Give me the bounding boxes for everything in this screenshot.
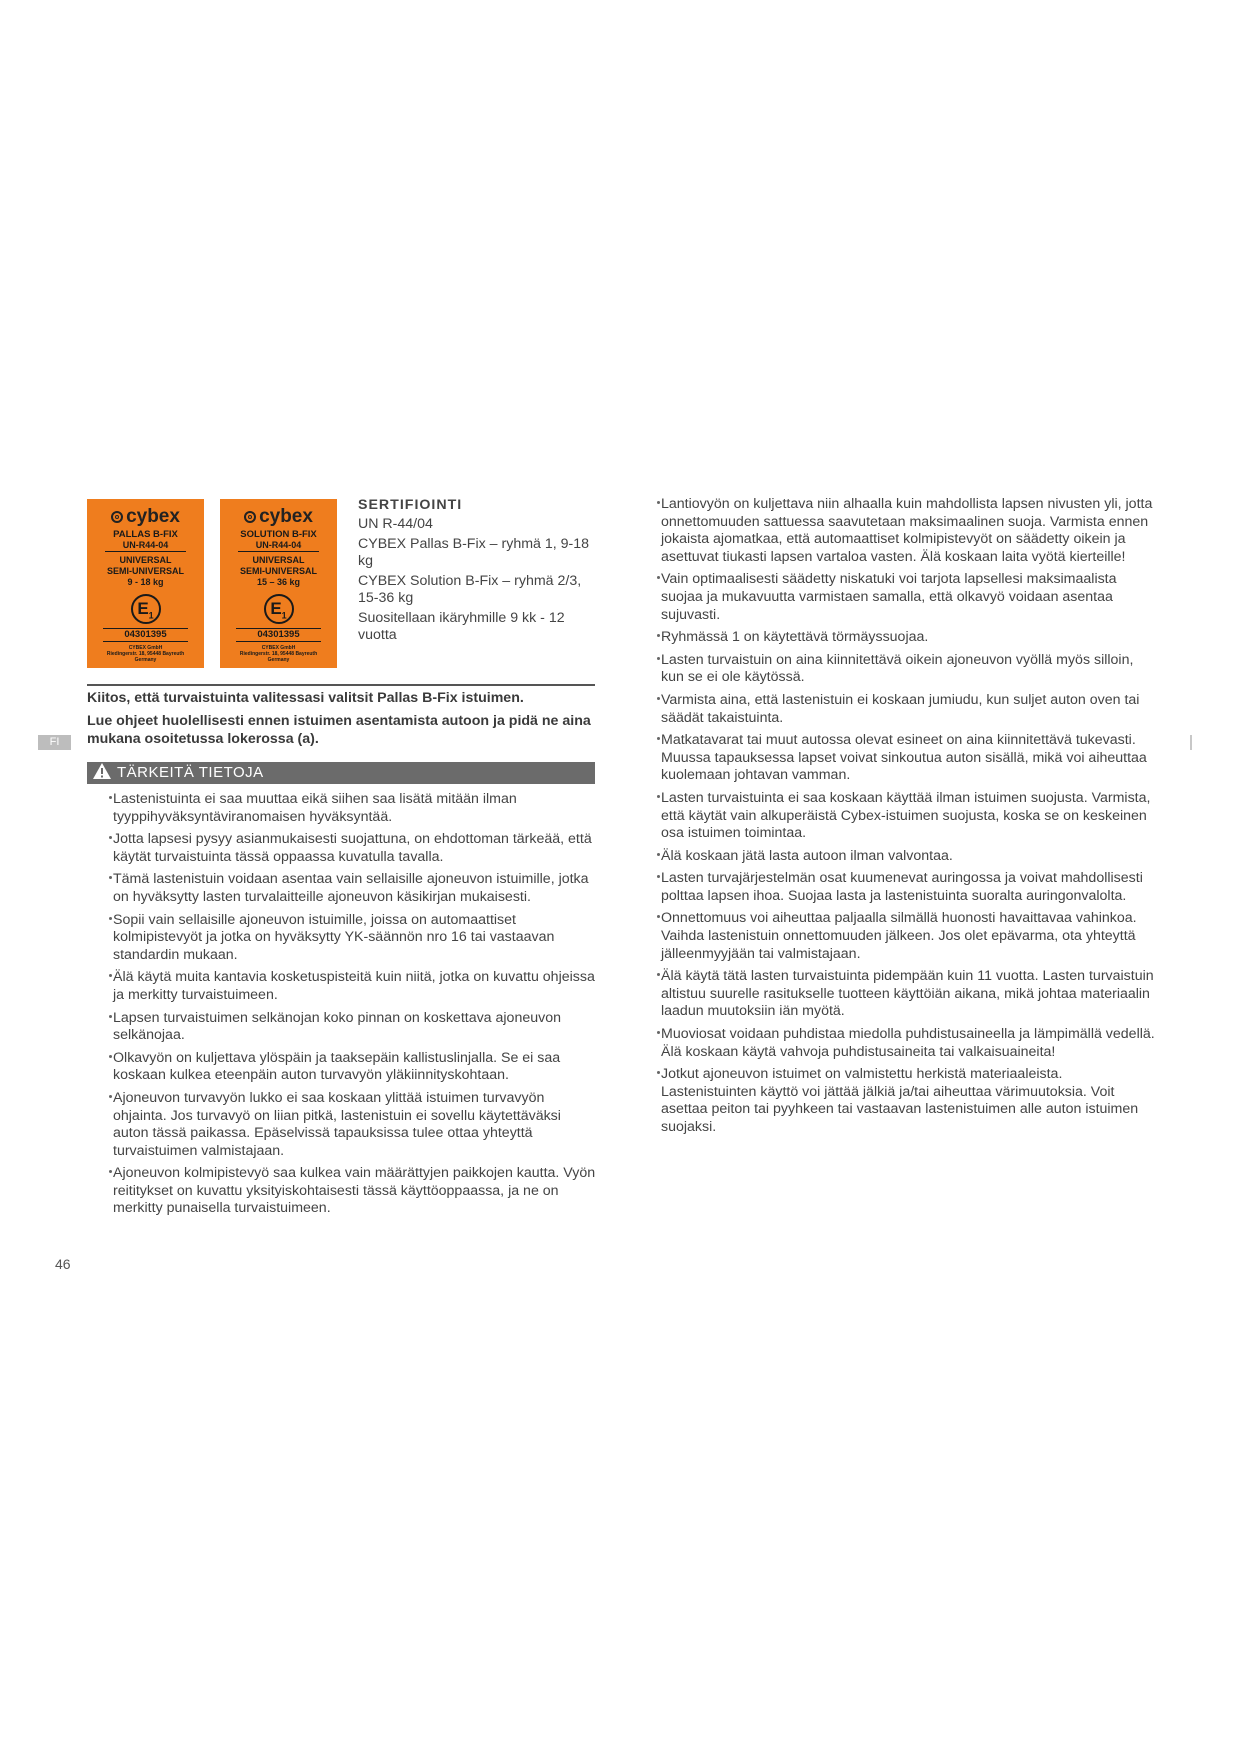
edge-marker xyxy=(1190,735,1192,750)
intro-thanks: Kiitos, että turvaistuinta valitessasi valitsit Pallas B-Fix istuimen. xyxy=(87,690,524,706)
label-company: CYBEX GmbH xyxy=(128,645,163,651)
list-item: Lasten turvaistuin on aina kiinnitettävä oikein ajoneuvon vyöllä myös silloin, kun se ei ole käytössä. xyxy=(661,652,1155,687)
certification-line: CYBEX Solution B-Fix – ryhmä 2/3, 15-36 kg xyxy=(358,573,582,606)
list-item: Jotta lapsesi pysyy asianmukaisesti suojattuna, on ehdottoman tärkeää, että käytät turvaistuinta tässä oppaassa kuvatulla tavalla. xyxy=(113,831,597,866)
bullet-icon xyxy=(657,795,660,798)
list-item: Varmista aina, että lastenistuin ei koskaan jumiudu, kun suljet auton oven tai säädät takaistuinta. xyxy=(661,692,1155,727)
bullet-icon xyxy=(657,501,660,504)
bullet-icon xyxy=(657,697,660,700)
bullet-icon xyxy=(657,657,660,660)
list-item: Lasten turvaistuinta ei saa koskaan käyttää ilman istuimen suojusta. Varmista, että käytät vain alkuperäistä Cybex-istuimen suojusta, koska se on keskeinen osa istuimen toimintaa. xyxy=(661,790,1155,843)
important-info-title: TÄRKEITÄ TIETOJA xyxy=(117,764,264,781)
bullet-icon xyxy=(109,836,112,839)
label-code: 04301395 xyxy=(103,628,188,642)
label-country: Germany xyxy=(134,657,157,663)
list-item: Lantiovyön on kuljettava niin alhaalla kuin mahdollista lapsen nivusten yli, jotta onnettomuuden sattuessa saavutetaan maksimaalinen suoja. Varmista ennen jokaista ajomatkaa, että automaattiset kolmipistevyöt on säädetty oikein ja asettuvat tiukasti lapsen vartaloa vasten. Älä koskaan laita vyötä kierteille! xyxy=(661,496,1155,566)
right-instructions xyxy=(661,496,1155,1142)
warning-icon xyxy=(92,762,112,780)
bullet-icon xyxy=(657,576,660,579)
approval-label-pallas xyxy=(87,499,204,668)
list-item: Ajoneuvon kolmipistevyö saa kulkea vain määrättyjen paikkojen kautta. Vyön reititykset on kuvattu yksityiskohtaisesti tässä käyttöoppaassa, ja ne on merkitty punaisella turvaistuimeen. xyxy=(113,1165,597,1218)
bullet-icon xyxy=(657,1071,660,1074)
label-category-2: SEMI-UNIVERSAL xyxy=(239,566,317,576)
intro-instructions: Lue ohjeet huolellisesti ennen istuimen asentamista autoon ja pidä ne aina mukana osoitetussa lokerossa (a). xyxy=(87,713,591,747)
bullet-icon xyxy=(657,737,660,740)
label-product: PALLAS B-FIX xyxy=(113,529,178,540)
bullet-icon xyxy=(109,917,112,920)
bullet-icon xyxy=(109,1170,112,1173)
page-number: 46 xyxy=(55,1256,71,1272)
e-mark-icon: $E_1$ xyxy=(131,594,161,624)
list-item: Olkavyön on kuljettava ylöspäin ja taaksepäin kallistuslinjalla. Se ei saa koskaan kulkea eteenpäin auton turvavyön yläkiinnityskohtaan. xyxy=(113,1050,597,1085)
important-info-header xyxy=(87,762,595,784)
list-item: Ryhmässä 1 on käytettävä törmäyssuojaa. xyxy=(661,629,1155,647)
bullet-icon xyxy=(109,1015,112,1018)
label-address: Riedingerstr. 18, 95448 Bayreuth xyxy=(239,651,318,657)
list-item: Jotkut ajoneuvon istuimet on valmistettu herkistä materiaaleista. Lastenistuinten käyttö voi jättää jälkiä ja/tai aiheuttaa värimuutoksia. Voit asettaa peiton tai pyyhkeen tai vastaavan lastenistuimen alle auton istuimen suojaksi. xyxy=(661,1066,1155,1136)
list-item: Matkatavarat tai muut autossa olevat esineet on aina kiinnitettävä tukevasti. Muussa tapauksessa lapset voivat sinkoutua auton sisällä, mikä voi aiheuttaa kuolemaan johtavan vamman. xyxy=(661,732,1155,785)
list-item: Ajoneuvon turvavyön lukko ei saa koskaan ylittää istuimen turvavyön ohjainta. Jos turvavyö on liian pitkä, lastenistuin ei sovellu käytettäväksi auton tässä paikassa. Epäselvissä tapauksissa tulee ottaa yhteyttä turvaistuimen valmistajaan. xyxy=(113,1090,597,1160)
list-item: Sopii vain sellaisille ajoneuvon istuimille, joissa on automaattiset kolmipistevyöt ja jotka on hyväksytty YK-säännön nro 16 tai vastaavan standardin mukaan. xyxy=(113,912,597,965)
bullet-icon xyxy=(657,915,660,918)
cybex-logo-icon xyxy=(244,511,256,523)
label-weight: 15 – 36 kg xyxy=(256,577,301,587)
label-address: Riedingerstr. 18, 95448 Bayreuth xyxy=(106,651,185,657)
label-country: Germany xyxy=(267,657,290,663)
list-item: Muoviosat voidaan puhdistaa miedolla puhdistusaineella ja lämpimällä vedellä. Älä koskaan käytä vahvoja puhdistusaineita tai valkaisuaineita! xyxy=(661,1026,1155,1061)
bullet-icon xyxy=(657,875,660,878)
list-item: Lasten turvajärjestelmän osat kuumenevat auringossa ja voivat mahdollisesti polttaa lapsen ihoa. Suojaa lasta ja lastenistuinta suoralta auringonvalolta. xyxy=(661,870,1155,905)
list-item: Älä käytä tätä lasten turvaistuinta pidempään kuin 11 vuotta. Lasten turvaistuin altistuu suurelle rasitukselle tuotteen käyttöiän aikana, mikä johtaa materiaalin laadun muutoksiin iän myötä. xyxy=(661,968,1155,1021)
label-category-1: UNIVERSAL xyxy=(252,555,305,565)
list-item: Vain optimaalisesti säädetty niskatuki voi tarjota lapsellesi maksimaalista suojaa ja mukavuutta varmistaen samalla, että olkavyö voidaan asentaa sujuvasti. xyxy=(661,571,1155,624)
list-item: Älä käytä muita kantavia kosketuspisteitä kuin niitä, jotka on kuvattu ohjeissa ja merkitty turvaistuimeen. xyxy=(113,969,597,1004)
list-item: Lapsen turvaistuimen selkänojan koko pinnan on koskettava ajoneuvon selkänojaa. xyxy=(113,1010,597,1045)
bullet-icon xyxy=(657,853,660,856)
list-item: Lastenistuinta ei saa muuttaa eikä siihen saa lisätä mitään ilman tyyppihyväksyntäviranomaisen hyväksyntää. xyxy=(113,791,597,826)
label-standard: UN-R44-04 xyxy=(238,540,319,552)
bullet-icon xyxy=(109,796,112,799)
list-item: Onnettomuus voi aiheuttaa paljaalla silmällä huonosti havaittavaa vahinkoa. Vaihda lastenistuin onnettomuuden jälkeen. Jos olet epävarma, ota yhteyttä jälleenmyyjään tai valmistajaan. xyxy=(661,910,1155,963)
certification-line: Suositellaan ikäryhmille 9 kk - 12 vuotta xyxy=(358,610,565,643)
bullet-icon xyxy=(109,1055,112,1058)
label-weight: 9 - 18 kg xyxy=(127,577,164,587)
approval-label-solution xyxy=(220,499,337,668)
bullet-icon xyxy=(109,1095,112,1098)
bullet-icon xyxy=(109,876,112,879)
bullet-icon xyxy=(657,1031,660,1034)
certification-block xyxy=(358,497,598,647)
label-product: SOLUTION B-FIX xyxy=(240,529,317,540)
bullet-icon xyxy=(109,974,112,977)
cybex-logo: cybex xyxy=(220,507,337,527)
label-category-1: UNIVERSAL xyxy=(119,555,172,565)
label-company: CYBEX GmbH xyxy=(261,645,296,651)
cybex-logo: cybex xyxy=(87,507,204,527)
list-item: Älä koskaan jätä lasta autoon ilman valvontaa. xyxy=(661,848,1155,866)
label-code: 04301395 xyxy=(236,628,321,642)
divider xyxy=(87,684,595,686)
certification-line: CYBEX Pallas B-Fix – ryhmä 1, 9-18 kg xyxy=(358,536,590,569)
bullet-icon xyxy=(657,973,660,976)
label-category-2: SEMI-UNIVERSAL xyxy=(106,566,184,576)
certification-line: UN R-44/04 xyxy=(358,516,433,532)
certification-title: SERTIFIOINTI xyxy=(358,497,463,513)
e-mark-icon: $E_1$ xyxy=(264,594,294,624)
label-standard: UN-R44-04 xyxy=(105,540,186,552)
bullet-icon xyxy=(657,634,660,637)
cybex-logo-icon xyxy=(111,511,123,523)
left-instructions xyxy=(113,791,597,1223)
list-item: Tämä lastenistuin voidaan asentaa vain sellaisille ajoneuvon istuimille, jotka on hyväksytty lasten turvalaitteille ajoneuvon käsikirjan mukaisesti. xyxy=(113,871,597,906)
language-tab: FI xyxy=(38,735,71,750)
intro-text xyxy=(87,689,597,753)
